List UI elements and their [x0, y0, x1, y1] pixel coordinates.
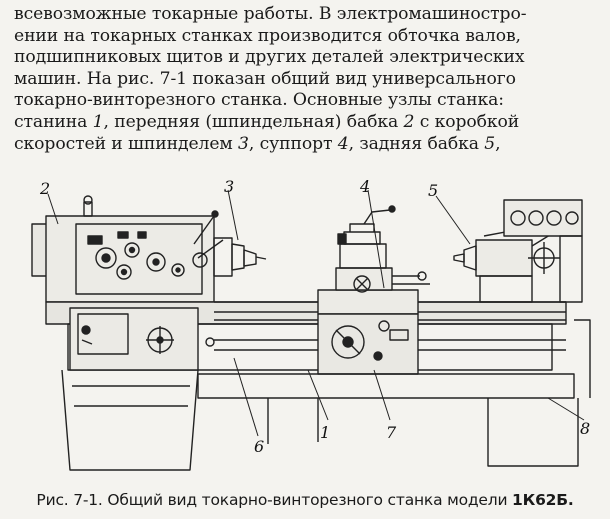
callout-5: 5	[428, 181, 439, 200]
figure-caption: Рис. 7-1. Общий вид токарно-винторезного станка модели 1К62Б.	[36, 491, 574, 509]
text-line-5: токарно-винторезного станка. Основные узлы станка:	[14, 90, 504, 111]
text-line-6: станина 1, передняя (шпиндельная) бабка 2 с коробкой	[14, 111, 520, 132]
text-line-2: ении на токарных станках производится обточка валов,	[14, 25, 521, 46]
callout-2: 2	[40, 180, 51, 198]
text-line-4: машин. На рис. 7-1 показан общий вид универсального	[14, 68, 516, 89]
text-line-1: всевозможные токарные работы. В электромашиностро-	[14, 4, 527, 24]
headstock	[32, 196, 223, 302]
ref-number-3: 3	[238, 133, 249, 154]
text-line-3: подшипниковых щитов и других деталей электрических	[14, 47, 525, 68]
model-number: 1К62Б.	[512, 491, 574, 509]
ref-number-5: 5	[484, 133, 496, 154]
ref-number-1: 1	[92, 111, 104, 132]
text-line-7: скоростей и шпинделем 3, суппорт 4, задняя бабка 5,	[14, 133, 501, 154]
ref-number-4: 4	[337, 133, 349, 154]
callout-6: 6	[254, 437, 265, 456]
callout-3: 3	[224, 180, 235, 196]
callout-4: 4	[360, 180, 371, 196]
ref-number-2: 2	[403, 111, 415, 132]
carriage-apron	[318, 290, 418, 374]
body-paragraph	[14, 4, 604, 155]
spindle-chuck	[214, 238, 266, 276]
feed-gearbox	[70, 308, 214, 370]
left-pedestal	[62, 370, 198, 470]
callout-8: 8	[580, 419, 591, 438]
tailstock	[454, 226, 563, 302]
callout-7: 7	[386, 423, 397, 442]
lathe-drawing	[18, 180, 598, 472]
lathe-figure	[18, 180, 598, 472]
callout-1: 1	[320, 423, 331, 442]
